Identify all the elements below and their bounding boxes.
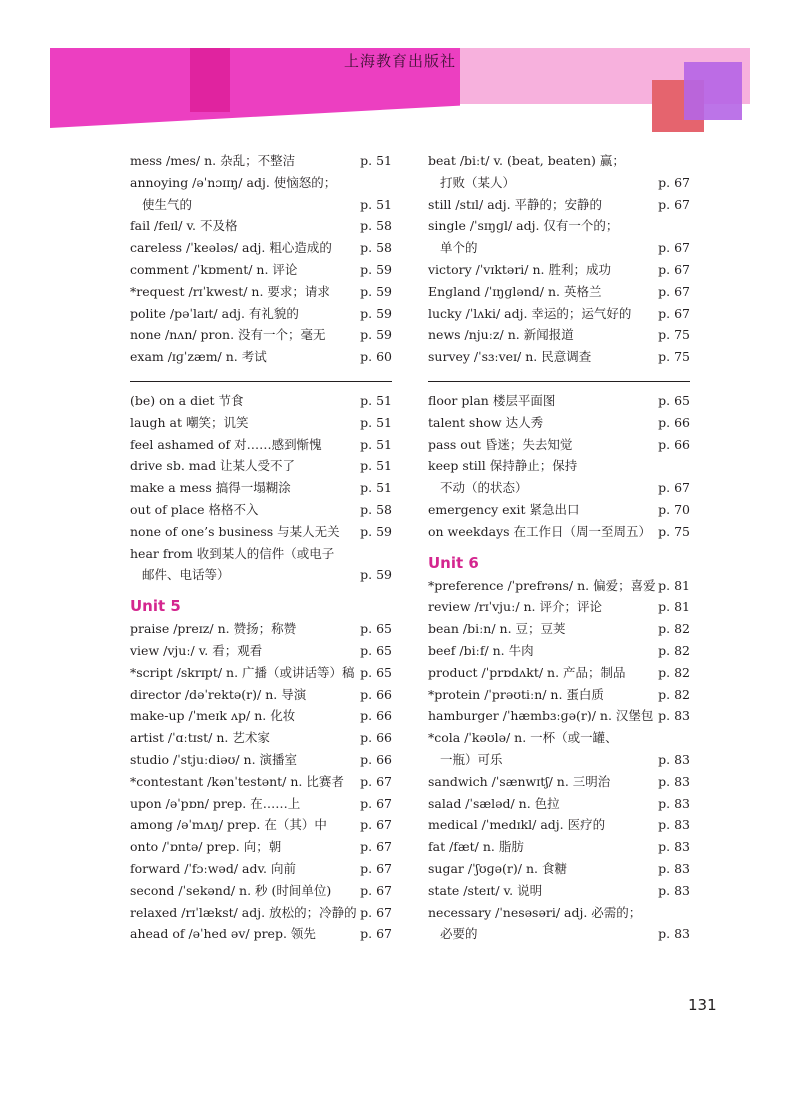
glossary-entry <box>130 923 392 945</box>
entry-text: none /nʌn/ pron. 没有一个；毫无 <box>130 327 326 343</box>
page-reference: p. 51 <box>360 480 392 496</box>
glossary-entry <box>130 836 392 858</box>
entry-text: on weekdays 在工作日（周一至周五） <box>428 523 652 539</box>
page-reference: p. 65 <box>360 642 392 658</box>
page-reference: p. 67 <box>360 882 392 898</box>
glossary-entry <box>428 662 690 684</box>
glossary-entry <box>130 727 392 749</box>
page-reference: p. 51 <box>360 436 392 452</box>
entry-text: upon /əˈpɒn/ prep. 在……上 <box>130 795 301 811</box>
page-reference: p. 82 <box>658 664 690 680</box>
glossary-right-column <box>428 150 690 945</box>
page-reference: p. 83 <box>658 817 690 833</box>
glossary-entry <box>428 390 690 412</box>
entry-text: single /ˈsɪŋɡl/ adj. 仅有一个的； <box>428 218 619 234</box>
entry-text: feel ashamed of 对……感到惭愧 <box>130 436 322 452</box>
entry-text: make a mess 搞得一塌糊涂 <box>130 480 291 496</box>
word-list <box>130 618 392 945</box>
entry-text: review /rɪˈvjuː/ n. 评介；评论 <box>428 599 603 615</box>
glossary-entry <box>130 412 392 434</box>
page-reference: p. 51 <box>360 458 392 474</box>
page-reference: p. 59 <box>360 327 392 343</box>
page-reference: p. 67 <box>360 904 392 920</box>
page-reference: p. 81 <box>658 599 690 615</box>
glossary-entry <box>130 705 392 727</box>
page-reference: p. 66 <box>360 751 392 767</box>
page-reference: p. 59 <box>360 305 392 321</box>
entry-text: make-up /ˈmeɪk ʌp/ n. 化妆 <box>130 708 296 724</box>
page-reference: p. 66 <box>658 414 690 430</box>
glossary-entry <box>428 880 690 902</box>
page-reference: p. 67 <box>360 926 392 942</box>
entry-text: view /vjuː/ v. 看；观看 <box>130 642 263 658</box>
word-list <box>130 150 392 368</box>
glossary-entry <box>428 499 690 521</box>
page-reference: p. 66 <box>360 686 392 702</box>
glossary-entry <box>130 477 392 499</box>
entry-text: (be) on a diet 节食 <box>130 392 244 408</box>
glossary-entry <box>130 543 392 587</box>
glossary-entry <box>428 793 690 815</box>
entry-text: praise /preɪz/ n. 赞扬；称赞 <box>130 621 297 637</box>
glossary-entry <box>428 858 690 880</box>
glossary-entry <box>130 281 392 303</box>
entry-text-continued: 打败（某人） <box>440 174 516 190</box>
glossary-entry <box>130 640 392 662</box>
glossary-entry <box>130 902 392 924</box>
glossary-entry <box>428 705 690 727</box>
entry-text: *request /rɪˈkwest/ n. 要求；请求 <box>130 283 330 299</box>
entry-text: onto /ˈɒntə/ prep. 向；朝 <box>130 839 282 855</box>
glossary-entry <box>130 858 392 880</box>
glossary-entry <box>428 902 690 946</box>
page-reference: p. 75 <box>658 523 690 539</box>
entry-text: necessary /ˈnesəsəri/ adj. 必需的； <box>428 904 642 920</box>
page-reference: p. 67 <box>360 839 392 855</box>
glossary-entry <box>130 793 392 815</box>
page-reference: p. 83 <box>658 839 690 855</box>
page-reference: p. 81 <box>658 577 690 593</box>
page-reference: p. 83 <box>658 708 690 724</box>
section-divider <box>428 381 690 382</box>
glossary-entry <box>428 215 690 259</box>
page-reference: p. 59 <box>360 261 392 277</box>
glossary-entry <box>428 455 690 499</box>
entry-text: salad /ˈsæləd/ n. 色拉 <box>428 795 560 811</box>
page-reference: p. 67 <box>658 305 690 321</box>
glossary-entry <box>130 749 392 771</box>
entry-text: out of place 格格不入 <box>130 501 259 517</box>
page-reference: p. 51 <box>360 414 392 430</box>
entry-text: bean /biːn/ n. 豆；豆荚 <box>428 621 566 637</box>
glossary-left-column <box>130 150 392 945</box>
word-list <box>428 150 690 368</box>
entry-text: England /ˈɪŋɡlənd/ n. 英格兰 <box>428 283 602 299</box>
entry-text: polite /pəˈlaɪt/ adj. 有礼貌的 <box>130 305 299 321</box>
page-number: 131 <box>688 996 717 1014</box>
entry-text: exam /ɪɡˈzæm/ n. 考试 <box>130 349 267 365</box>
entry-text: floor plan 楼层平面图 <box>428 392 556 408</box>
glossary-entry <box>428 346 690 368</box>
glossary-entry <box>428 194 690 216</box>
glossary-entry <box>428 521 690 543</box>
entry-text: beat /biːt/ v. (beat, beaten) 赢； <box>428 153 625 168</box>
glossary-entry <box>130 215 392 237</box>
page-reference: p. 83 <box>658 795 690 811</box>
glossary-entry <box>428 640 690 662</box>
glossary-entry <box>130 346 392 368</box>
entry-text-continued: 不动（的状态） <box>440 480 528 496</box>
glossary-entry <box>130 237 392 259</box>
page-reference: p. 66 <box>360 730 392 746</box>
entry-text-continued: 必要的 <box>440 926 478 942</box>
page-reference: p. 83 <box>658 882 690 898</box>
entry-text-continued: 邮件、电话等） <box>142 567 230 583</box>
glossary-entry <box>130 434 392 456</box>
page-reference: p. 83 <box>658 926 690 942</box>
entry-text: victory /ˈvɪktəri/ n. 胜利；成功 <box>428 261 611 277</box>
entry-text: studio /ˈstjuːdiəʊ/ n. 演播室 <box>130 751 298 767</box>
page-reference: p. 58 <box>360 240 392 256</box>
glossary-entry <box>130 521 392 543</box>
entry-text: annoying /əˈnɔɪɪŋ/ adj. 使恼怒的； <box>130 174 337 190</box>
page-reference: p. 59 <box>360 523 392 539</box>
entry-text: medical /ˈmedɪkl/ adj. 医疗的 <box>428 817 606 833</box>
page-reference: p. 67 <box>658 261 690 277</box>
page-reference: p. 67 <box>658 174 690 190</box>
entry-text: fail /feɪl/ v. 不及格 <box>130 218 238 234</box>
page-reference: p. 70 <box>658 501 690 517</box>
page-reference: p. 66 <box>658 436 690 452</box>
page-reference: p. 51 <box>360 392 392 408</box>
glossary-entry <box>428 281 690 303</box>
glossary-entry <box>130 662 392 684</box>
page-reference: p. 75 <box>658 327 690 343</box>
phrase-list <box>428 390 690 543</box>
page-reference: p. 82 <box>658 621 690 637</box>
glossary-entry <box>130 303 392 325</box>
entry-text: *protein /ˈprəʊtiːn/ n. 蛋白质 <box>428 686 604 702</box>
glossary-entry <box>428 259 690 281</box>
glossary-entry <box>428 814 690 836</box>
entry-text: drive sb. mad 让某人受不了 <box>130 458 296 474</box>
entry-text: comment /ˈkɒment/ n. 评论 <box>130 261 298 277</box>
banner-violet-square <box>684 62 742 120</box>
section-divider <box>130 381 392 382</box>
glossary-entry <box>428 684 690 706</box>
entry-text: mess /mes/ n. 杂乱；不整洁 <box>130 153 296 168</box>
entry-text: sugar /ˈʃʊɡə(r)/ n. 食糖 <box>428 860 567 876</box>
entry-text: fat /fæt/ n. 脂肪 <box>428 839 524 855</box>
page-reference: p. 67 <box>360 773 392 789</box>
entry-text: ahead of /əˈhed əv/ prep. 领先 <box>130 926 316 942</box>
glossary-entry <box>428 618 690 640</box>
glossary-entry <box>130 771 392 793</box>
entry-text: keep still 保持静止；保持 <box>428 458 578 474</box>
glossary-entry <box>428 596 690 618</box>
entry-text: director /dəˈrektə(r)/ n. 导演 <box>130 686 307 702</box>
entry-text: sandwich /ˈsænwɪtʃ/ n. 三明治 <box>428 773 611 789</box>
header-banner <box>0 0 800 140</box>
entry-text: forward /ˈfɔːwəd/ adv. 向前 <box>130 860 296 876</box>
unit-6-heading: Unit 6 <box>428 553 479 572</box>
entry-text: *script /skrɪpt/ n. 广播（或讲话等）稿 <box>130 664 355 680</box>
glossary-entry <box>428 836 690 858</box>
page-reference: p. 82 <box>658 686 690 702</box>
glossary-entry <box>130 814 392 836</box>
page-reference: p. 83 <box>658 773 690 789</box>
page-reference: p. 58 <box>360 218 392 234</box>
page-reference: p. 65 <box>360 621 392 637</box>
glossary-entry <box>428 324 690 346</box>
unit-5-heading: Unit 5 <box>130 597 181 616</box>
page-reference: p. 60 <box>360 349 392 365</box>
page-reference: p. 67 <box>360 795 392 811</box>
page-reference: p. 82 <box>658 642 690 658</box>
glossary-entry <box>428 727 690 771</box>
page-reference: p. 59 <box>360 567 392 583</box>
glossary-entry <box>428 412 690 434</box>
glossary-entry <box>130 618 392 640</box>
word-list <box>428 575 690 946</box>
page-reference: p. 51 <box>360 153 392 168</box>
entry-text-continued: 一瓶）可乐 <box>440 751 503 767</box>
page-reference: p. 83 <box>658 751 690 767</box>
page-reference: p. 67 <box>658 283 690 299</box>
page-reference: p. 67 <box>658 240 690 256</box>
glossary-entry <box>130 455 392 477</box>
glossary-entry <box>428 434 690 456</box>
page-reference: p. 67 <box>658 480 690 496</box>
page-reference: p. 59 <box>360 283 392 299</box>
page-reference: p. 67 <box>360 860 392 876</box>
page-reference: p. 67 <box>360 817 392 833</box>
entry-text: survey /ˈsɜːveɪ/ n. 民意调查 <box>428 349 592 365</box>
entry-text: state /steɪt/ v. 说明 <box>428 882 543 898</box>
entry-text: talent show 达人秀 <box>428 414 544 430</box>
entry-text: pass out 昏迷；失去知觉 <box>428 436 573 452</box>
entry-text: none of one’s business 与某人无关 <box>130 523 340 539</box>
glossary-entry <box>428 771 690 793</box>
glossary-entry <box>130 499 392 521</box>
glossary-entry <box>130 684 392 706</box>
entry-text: relaxed /rɪˈlækst/ adj. 放松的；冷静的 <box>130 904 357 920</box>
page-reference: p. 83 <box>658 860 690 876</box>
entry-text: second /ˈsekənd/ n. 秒 (时间单位) <box>130 882 332 898</box>
banner-magenta-accent <box>190 48 230 112</box>
entry-text: *preference /ˈprefrəns/ n. 偏爱；喜爱 <box>428 577 656 593</box>
page-reference: p. 65 <box>658 392 690 408</box>
glossary-entry <box>428 575 690 597</box>
entry-text: news /njuːz/ n. 新闻报道 <box>428 327 574 343</box>
page-reference: p. 58 <box>360 501 392 517</box>
entry-text: hamburger /ˈhæmbɜːɡə(r)/ n. 汉堡包 <box>428 708 654 724</box>
entry-text: product /ˈprɒdʌkt/ n. 产品；制品 <box>428 664 626 680</box>
entry-text: artist /ˈɑːtɪst/ n. 艺术家 <box>130 730 270 746</box>
glossary-entry <box>428 303 690 325</box>
glossary-entry <box>130 150 392 172</box>
entry-text: careless /ˈkeələs/ adj. 粗心造成的 <box>130 240 332 256</box>
page-reference: p. 67 <box>658 196 690 212</box>
glossary-entry <box>130 172 392 216</box>
entry-text: among /əˈmʌŋ/ prep. 在（其）中 <box>130 817 327 833</box>
entry-text: *cola /ˈkəʊlə/ n. 一杯（或一罐、 <box>428 730 618 746</box>
glossary-entry <box>428 150 690 194</box>
glossary-entry <box>130 324 392 346</box>
page-reference: p. 51 <box>360 196 392 212</box>
entry-text: laugh at 嘲笑；讥笑 <box>130 414 249 430</box>
entry-text-continued: 单个的 <box>440 240 478 256</box>
entry-text: emergency exit 紧急出口 <box>428 501 580 517</box>
entry-text-continued: 使生气的 <box>142 196 193 212</box>
glossary-entry <box>130 390 392 412</box>
entry-text: beef /biːf/ n. 牛肉 <box>428 642 534 658</box>
glossary-entry <box>130 259 392 281</box>
page-reference: p. 75 <box>658 349 690 365</box>
entry-text: *contestant /kənˈtestənt/ n. 比赛者 <box>130 773 344 789</box>
phrase-list <box>130 390 392 586</box>
entry-text: hear from 收到某人的信件（或电子 <box>130 545 335 561</box>
glossary-entry <box>130 880 392 902</box>
entry-text: still /stɪl/ adj. 平静的；安静的 <box>428 196 603 212</box>
publisher-name: 上海教育出版社 <box>344 52 457 70</box>
page-reference: p. 66 <box>360 708 392 724</box>
entry-text: lucky /ˈlʌki/ adj. 幸运的；运气好的 <box>428 305 632 321</box>
page-reference: p. 65 <box>360 664 392 680</box>
